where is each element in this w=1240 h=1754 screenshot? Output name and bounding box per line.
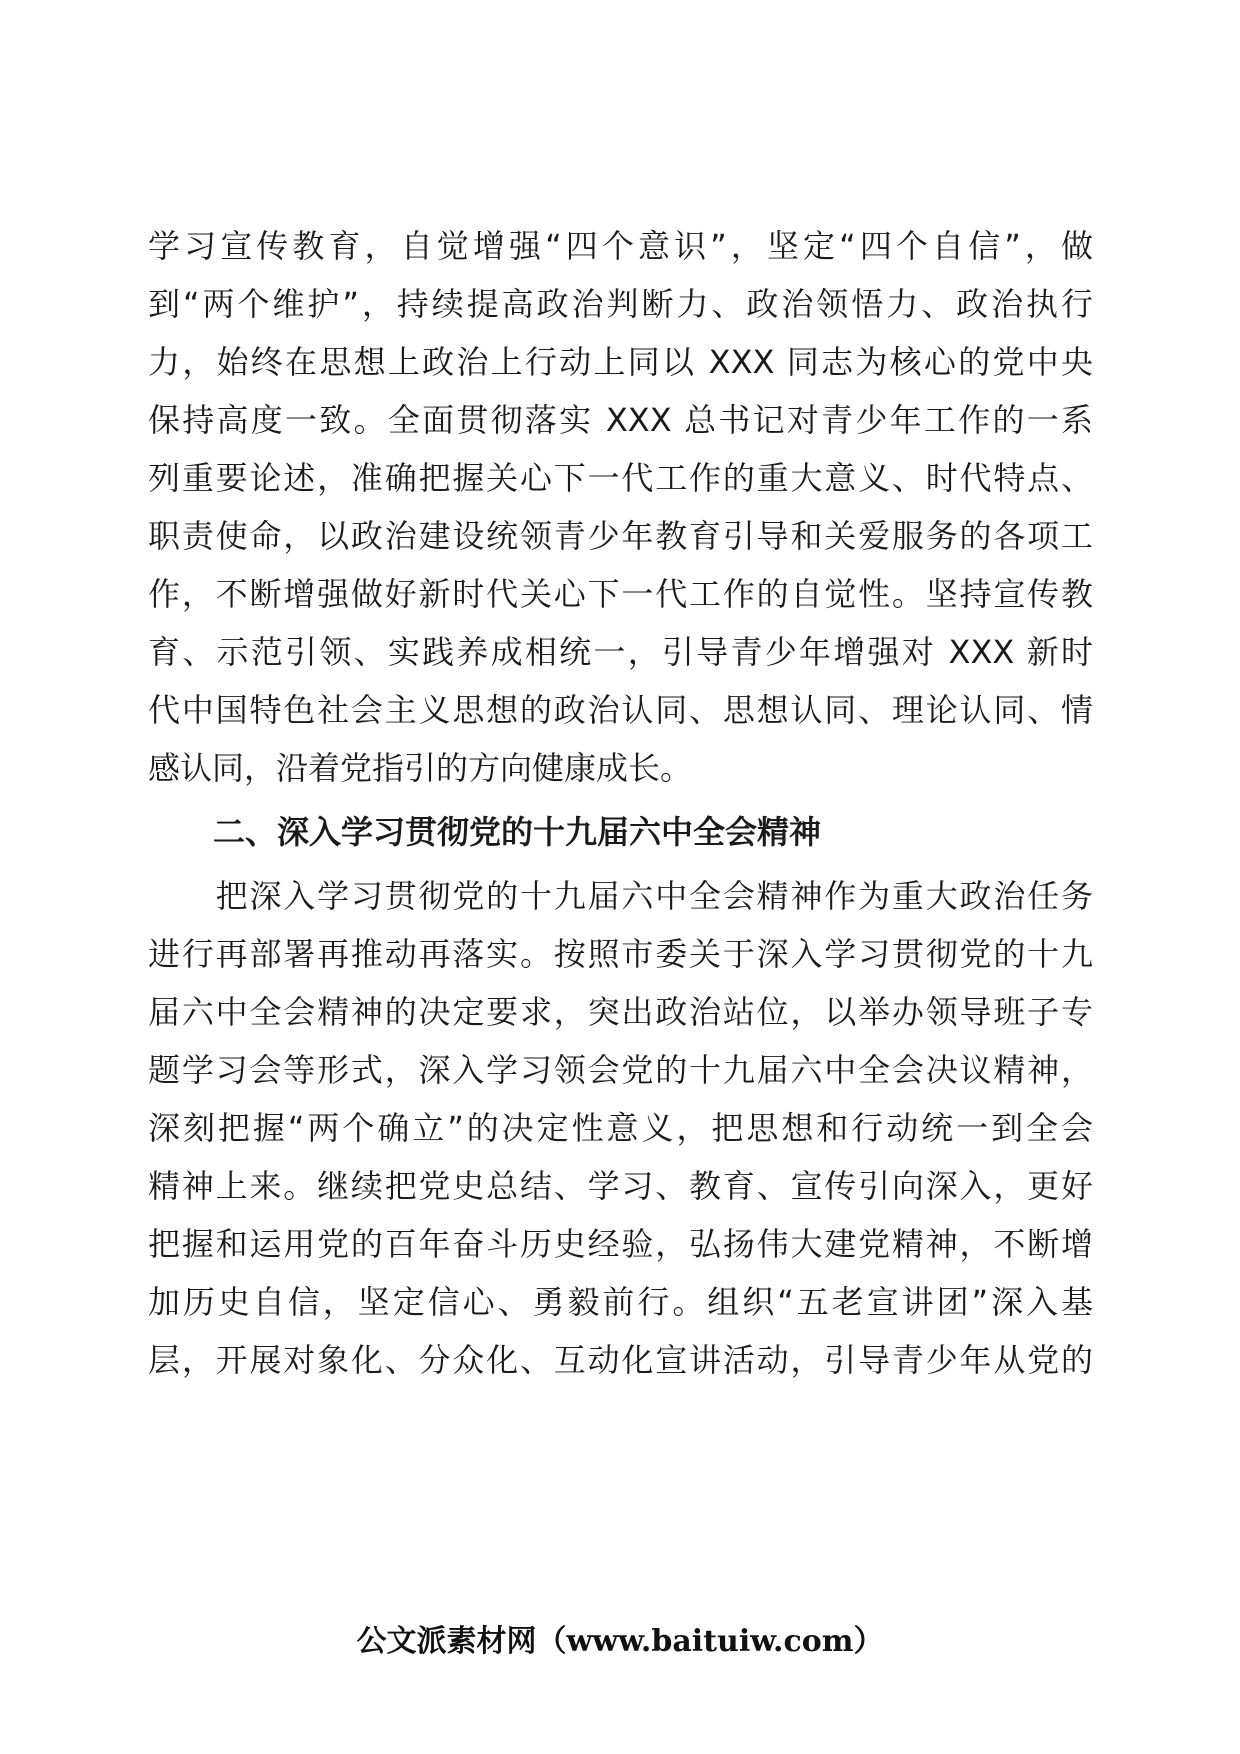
paragraph-line: 深刻把握“两个确立”的决定性意义，把思想和行动统一到全会 (148, 1109, 1093, 1147)
paragraph-line: 力，始终在思想上政治上行动上同以 XXX 同志为核心的党中央 (148, 343, 1093, 381)
footer-source: 公文派素材网（www.baituiw.com） (356, 1624, 884, 1659)
paragraph-line: 学习宣传教育，自觉增强“四个意识”，坚定“四个自信”，做 (148, 227, 1093, 265)
paragraph-line: 职责使命，以政治建设统领青少年教育引导和关爱服务的各项工 (148, 517, 1093, 555)
paragraph-line: 题学习会等形式，深入学习领会党的十九届六中全会决议精神， (148, 1051, 1093, 1089)
paragraph-line: 列重要论述，准确把握关心下一代工作的重大意义、时代特点、 (148, 459, 1093, 497)
paragraph-line: 把深入学习贯彻党的十九届六中全会精神作为重大政治任务 (148, 877, 1093, 915)
paragraph-line: 进行再部署再推动再落实。按照市委关于深入学习贯彻党的十九 (148, 935, 1093, 973)
paragraph-line: 育、示范引领、实践养成相统一，引导青少年增强对 XXX 新时 (148, 633, 1093, 671)
paragraph-line: 加历史自信，坚定信心、勇毅前行。组织“五老宣讲团”深入基 (148, 1283, 1093, 1321)
paragraph-line: 作，不断增强做好新时代关心下一代工作的自觉性。坚持宣传教 (148, 575, 1093, 613)
paragraph-line: 届六中全会精神的决定要求，突出政治站位，以举办领导班子专 (148, 993, 1093, 1031)
paragraph-line: 感认同，沿着党指引的方向健康成长。 (148, 749, 693, 787)
paragraph-line: 层，开展对象化、分众化、互动化宣讲活动，引导青少年从党的 (148, 1341, 1093, 1379)
paragraph-line: 精神上来。继续把党史总结、学习、教育、宣传引向深入，更好 (148, 1167, 1093, 1205)
paragraph-line: 保持高度一致。全面贯彻落实 XXX 总书记对青少年工作的一系 (148, 401, 1093, 439)
paragraph-line: 到“两个维护”，持续提高政治判断力、政治领悟力、政治执行 (148, 285, 1093, 323)
section-heading: 二、深入学习贯彻党的十九届六中全会精神 (213, 813, 822, 851)
paragraph-line: 代中国特色社会主义思想的政治认同、思想认同、理论认同、情 (148, 691, 1093, 729)
paragraph-line: 把握和运用党的百年奋斗历史经验，弘扬伟大建党精神，不断增 (148, 1225, 1093, 1263)
